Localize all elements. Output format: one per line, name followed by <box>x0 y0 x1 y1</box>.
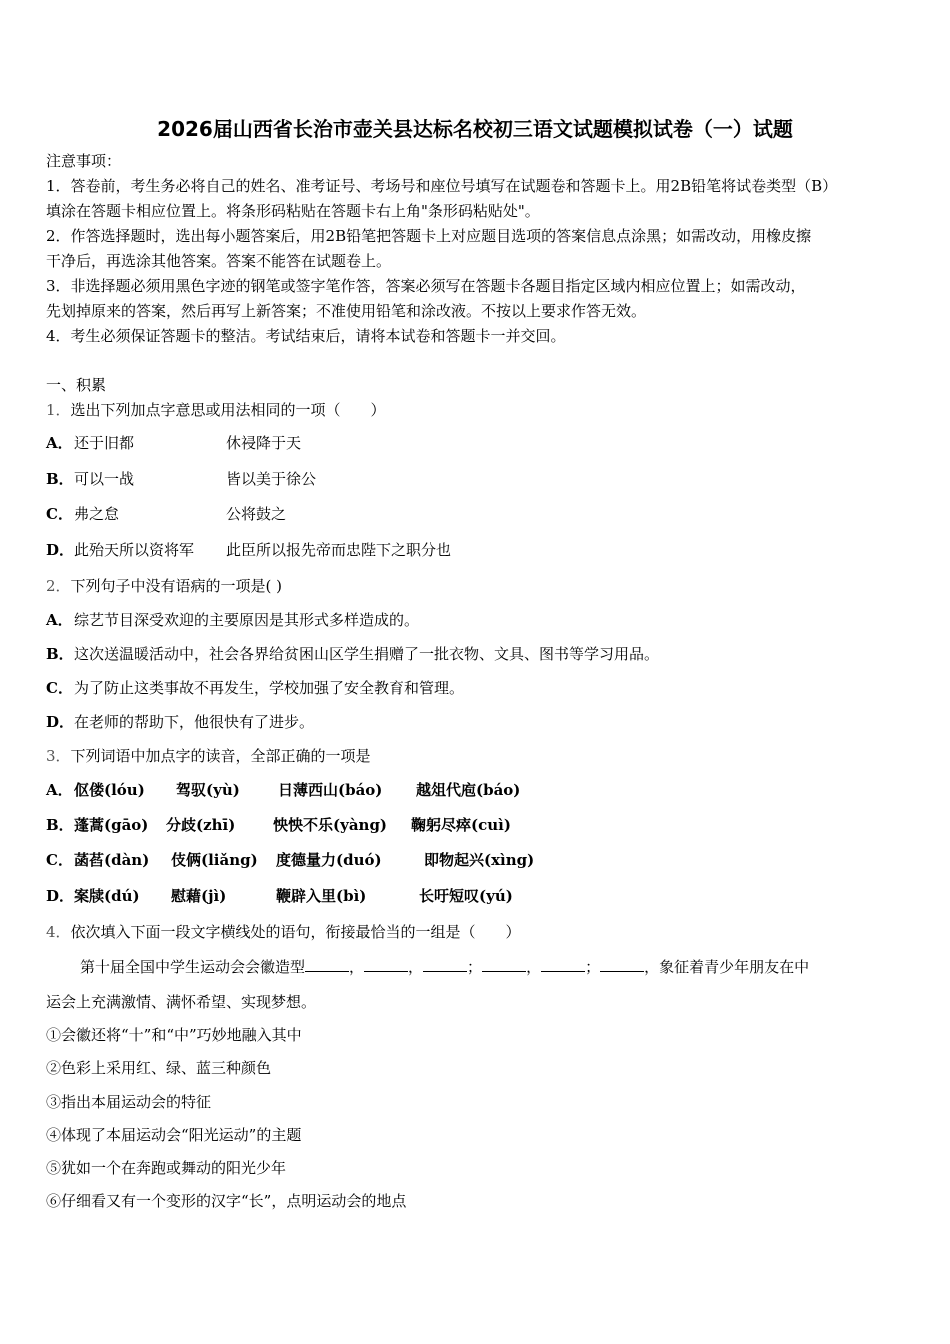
q3-option-b[interactable] <box>46 815 511 835</box>
option-label: C． <box>46 851 73 869</box>
option-label: C． <box>46 505 73 523</box>
option-label: C． <box>46 679 73 697</box>
option-word-2: 伎俩(liǎng) <box>171 851 258 869</box>
notice-line-7: 4．考生必须保证答题卡的整洁。考试结束后，请将本试卷和答题卡一并交回。 <box>46 327 566 345</box>
option-text-b: 休祲降于天 <box>226 434 302 452</box>
option-word-1: 菡萏(dàn) <box>74 851 150 869</box>
question-number: 3． <box>46 747 71 765</box>
question-3-stem <box>46 746 371 766</box>
option-text-a: 此殆天所以资将军 <box>74 541 195 559</box>
option-text-a: 可以一战 <box>74 470 135 488</box>
question-2-stem <box>46 576 282 596</box>
q4-item-3: ③指出本届运动会的特征 <box>46 1093 212 1111</box>
q3-option-c[interactable] <box>46 850 534 870</box>
notice-line-4: 干净后，再选涂其他答案。答案不能答在试题卷上。 <box>46 252 392 270</box>
punctuation: ， <box>526 958 542 976</box>
punctuation: ； <box>585 958 601 976</box>
notice-line-3: 2．作答选择题时，选出每小题答案后，用2B铅笔把答题卡上对应题目选项的答案信息点涂黑；如需改动，用橡皮擦 <box>46 227 812 245</box>
q2-option-c[interactable] <box>46 678 464 698</box>
q4-item-2: ②色彩上采用红、绿、蓝三种颜色 <box>46 1059 272 1077</box>
question-number: 4． <box>46 923 71 941</box>
q1-option-d[interactable] <box>46 540 451 560</box>
option-word-3: 鞭辟入里(bì) <box>276 887 367 905</box>
notice-line-5: 3．非选择题必须用黑色字迹的钢笔或签字笔作答，答案必须写在答题卡各题目指定区域内相应位置上；如需改动， <box>46 277 806 295</box>
punctuation: ； <box>467 958 483 976</box>
question-1-stem <box>46 400 386 420</box>
passage-text: 第十届全国中学生运动会会徽造型 <box>80 958 306 976</box>
page-title: 2026届山西省长治市壶关县达标名校初三语文试题模拟试卷（一）试题 <box>157 117 793 141</box>
question-text: 选出下列加点字意思或用法相同的一项（ ） <box>70 401 386 419</box>
notice-line-6: 先划掉原来的答案，然后再写上新答案；不准使用铅笔和涂改液。不按以上要求作答无效。 <box>46 302 647 320</box>
option-label: B． <box>46 816 74 834</box>
option-text: 在老师的帮助下，他很快有了进步。 <box>74 713 315 731</box>
blank-1 <box>305 957 349 972</box>
blank-2 <box>364 957 408 972</box>
question-text: 下列词语中加点字的读音，全部正确的一项是 <box>70 747 371 765</box>
option-word-3: 度德量力(duó) <box>276 851 382 869</box>
q4-passage-line-2: 运会上充满激情、满怀希望、实现梦想。 <box>46 993 317 1011</box>
option-label: B． <box>46 645 74 663</box>
punctuation: ， <box>349 958 365 976</box>
q4-passage-line-1 <box>80 957 809 977</box>
question-number: 2． <box>46 577 71 595</box>
option-text-b: 皆以美于徐公 <box>226 470 317 488</box>
option-label: D． <box>46 887 75 905</box>
option-label: A． <box>46 781 73 799</box>
option-word-3: 日薄西山(báo) <box>278 781 383 799</box>
question-number: 1． <box>46 401 71 419</box>
option-label: D． <box>46 541 75 559</box>
notice-line-1: 1．答卷前，考生务必将自己的姓名、准考证号、考场号和座位号填写在试题卷和答题卡上。用2B铅笔将试卷类型（B） <box>46 177 838 195</box>
notice-heading: 注意事项： <box>46 152 122 170</box>
option-text: 这次送温暖活动中，社会各界给贫困山区学生捐赠了一批衣物、文具、图书等学习用品。 <box>74 645 660 663</box>
blank-6 <box>600 957 644 972</box>
q2-option-d[interactable] <box>46 712 314 732</box>
option-text-a: 弗之怠 <box>74 505 120 523</box>
option-label: A． <box>46 611 73 629</box>
q4-item-6: ⑥仔细看又有一个变形的汉字“长”，点明运动会的地点 <box>46 1192 407 1210</box>
q3-option-a[interactable] <box>46 780 520 800</box>
option-text: 为了防止这类事故不再发生，学校加强了安全教育和管理。 <box>74 679 465 697</box>
option-word-1: 蓬蒿(gāo) <box>74 816 149 834</box>
passage-text: ，象征着青少年朋友在中 <box>644 958 810 976</box>
q2-option-a[interactable] <box>46 610 419 630</box>
punctuation: ， <box>408 958 424 976</box>
option-text-b: 公将鼓之 <box>226 505 287 523</box>
option-text-a: 还于旧都 <box>74 434 135 452</box>
option-word-2: 慰藉(jì) <box>171 887 227 905</box>
notice-line-2: 填涂在答题卡相应位置上。将条形码粘贴在答题卡右上角"条形码粘贴处"。 <box>46 202 540 220</box>
option-text: 综艺节目深受欢迎的主要原因是其形式多样造成的。 <box>74 611 420 629</box>
option-text-b: 此臣所以报先帝而忠陛下之职分也 <box>226 541 452 559</box>
blank-5 <box>541 957 585 972</box>
option-label: B． <box>46 470 74 488</box>
q2-option-b[interactable] <box>46 644 659 664</box>
section-heading: 一、积累 <box>46 376 107 394</box>
option-label: D． <box>46 713 75 731</box>
option-word-1: 案牍(dú) <box>74 887 140 905</box>
blank-3 <box>423 957 467 972</box>
option-label: A． <box>46 434 73 452</box>
q4-item-4: ④体现了本届运动会“阳光运动”的主题 <box>46 1126 302 1144</box>
q1-option-b[interactable] <box>46 469 316 489</box>
question-text: 下列句子中没有语病的一项是( ) <box>70 577 283 595</box>
option-word-4: 越俎代庖(báo) <box>416 781 521 799</box>
option-word-4: 即物起兴(xìng) <box>424 851 535 869</box>
option-word-4: 鞠躬尽瘁(cuì) <box>411 816 511 834</box>
question-text: 依次填入下面一段文字横线处的语句，衔接最恰当的一组是（ ） <box>70 923 521 941</box>
q1-option-a[interactable] <box>46 433 301 453</box>
option-word-2: 分歧(zhī) <box>166 816 236 834</box>
option-word-4: 长吁短叹(yú) <box>419 887 513 905</box>
option-word-1: 伛偻(lóu) <box>74 781 145 799</box>
option-word-2: 驾驭(yù) <box>176 781 240 799</box>
q1-option-c[interactable] <box>46 504 286 524</box>
question-4-stem <box>46 922 521 942</box>
option-word-3: 怏怏不乐(yàng) <box>273 816 388 834</box>
q4-item-5: ⑤犹如一个在奔跑或舞动的阳光少年 <box>46 1159 287 1177</box>
q4-item-1: ①会徽还将“十”和“中”巧妙地融入其中 <box>46 1026 302 1044</box>
q3-option-d[interactable] <box>46 886 513 906</box>
blank-4 <box>482 957 526 972</box>
